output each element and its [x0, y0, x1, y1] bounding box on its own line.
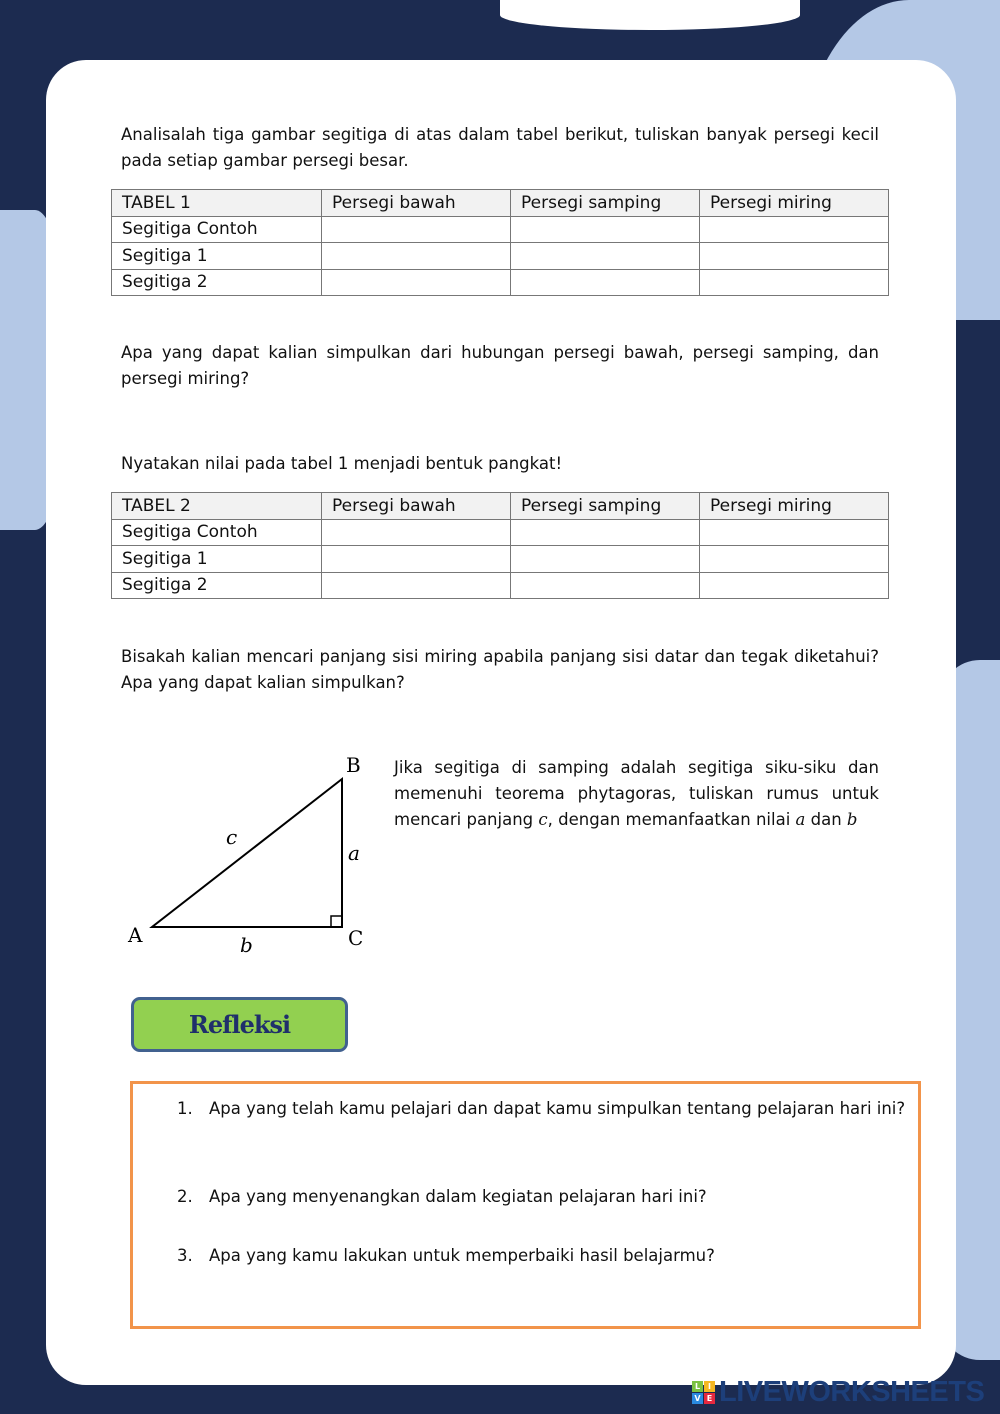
q3-text: dan [805, 810, 847, 829]
answer-cell[interactable] [700, 269, 889, 296]
answer-cell[interactable] [511, 243, 700, 270]
question-text: Apa yang telah kamu pelajari dan dapat kamu simpulkan tentang pelajaran hari ini? [209, 1099, 906, 1118]
answer-cell[interactable] [511, 546, 700, 573]
answer-cell[interactable] [511, 519, 700, 546]
answer-cell[interactable] [322, 546, 511, 573]
answer-cell[interactable] [322, 572, 511, 599]
answer-cell[interactable] [700, 216, 889, 243]
refleksi-heading: Refleksi [131, 997, 348, 1052]
question-number: 2. [177, 1187, 193, 1206]
answer-cell[interactable] [700, 519, 889, 546]
logo-letter: I [704, 1381, 715, 1392]
row-label: Segitiga 2 [112, 572, 322, 599]
table-header: Persegi bawah [322, 493, 511, 520]
question-number: 1. [177, 1099, 193, 1118]
intro-text: Analisalah tiga gambar segitiga di atas dalam tabel berikut, tuliskan banyak persegi kecil pada setiap gambar persegi besar. [121, 125, 879, 170]
row-label: Segitiga 1 [112, 546, 322, 573]
vertex-a-label: A [128, 923, 143, 947]
row-label: Segitiga Contoh [112, 519, 322, 546]
answer-cell[interactable] [322, 519, 511, 546]
reflection-question [177, 1241, 907, 1270]
answer-cell[interactable] [700, 243, 889, 270]
logo-icon [692, 1381, 715, 1404]
right-angle-mark [331, 916, 342, 927]
var-b: b [846, 810, 858, 829]
vertex-b-label: B [346, 753, 361, 777]
right-triangle-diagram [120, 750, 380, 965]
table-2 [111, 492, 889, 599]
table-1 [111, 189, 889, 296]
side-b-label: b [240, 933, 253, 957]
row-label: Segitiga 2 [112, 269, 322, 296]
reflection-box [130, 1081, 921, 1329]
table-header: Persegi bawah [322, 190, 511, 217]
triangle-shape [152, 779, 342, 927]
row-label: Segitiga Contoh [112, 216, 322, 243]
question-2: Bisakah kalian mencari panjang sisi miring apabila panjang sisi datar dan tegak diketahui? Apa yang dapat kalian simpulkan? [121, 647, 879, 692]
table-header: TABEL 1 [112, 190, 322, 217]
instruction-2: Nyatakan nilai pada tabel 1 menjadi bentuk pangkat! [121, 454, 563, 473]
decor-shape [500, 0, 800, 30]
reflection-question [177, 1182, 907, 1211]
row-label: Segitiga 1 [112, 243, 322, 270]
answer-cell[interactable] [322, 269, 511, 296]
side-c-label: c [226, 825, 238, 849]
answer-cell[interactable] [322, 216, 511, 243]
question-number: 3. [177, 1246, 193, 1265]
question-text: Apa yang menyenangkan dalam kegiatan pelajaran hari ini? [209, 1187, 707, 1206]
question-text: Apa yang kamu lakukan untuk memperbaiki hasil belajarmu? [209, 1246, 715, 1265]
answer-cell[interactable] [700, 572, 889, 599]
q3-text: , dengan memanfaatkan nilai [547, 810, 796, 829]
logo-letter: E [704, 1393, 715, 1404]
question-3 [394, 755, 879, 833]
liveworksheets-logo [692, 1376, 992, 1409]
side-a-label: a [348, 841, 360, 865]
answer-cell[interactable] [511, 216, 700, 243]
logo-text: LIVEWORKSHEETS [719, 1376, 985, 1408]
vertex-c-label: C [348, 926, 364, 950]
answer-cell[interactable] [511, 572, 700, 599]
answer-cell[interactable] [511, 269, 700, 296]
table-header: TABEL 2 [112, 493, 322, 520]
logo-letter: L [692, 1381, 703, 1392]
var-c: c [538, 810, 548, 829]
answer-cell[interactable] [700, 546, 889, 573]
table-header: Persegi miring [700, 493, 889, 520]
q3-text: Jika segitiga di samping adalah segitiga siku-siku dan memenuhi teorema phytagoras, tuliskan rumus untuk mencari panjang [394, 758, 879, 829]
var-a: a [795, 810, 806, 829]
reflection-question [177, 1094, 907, 1123]
table-header: Persegi samping [511, 190, 700, 217]
logo-letter: V [692, 1393, 703, 1404]
question-1: Apa yang dapat kalian simpulkan dari hubungan persegi bawah, persegi samping, dan persegi miring? [121, 343, 879, 388]
table-header: Persegi miring [700, 190, 889, 217]
table-header: Persegi samping [511, 493, 700, 520]
answer-cell[interactable] [322, 243, 511, 270]
